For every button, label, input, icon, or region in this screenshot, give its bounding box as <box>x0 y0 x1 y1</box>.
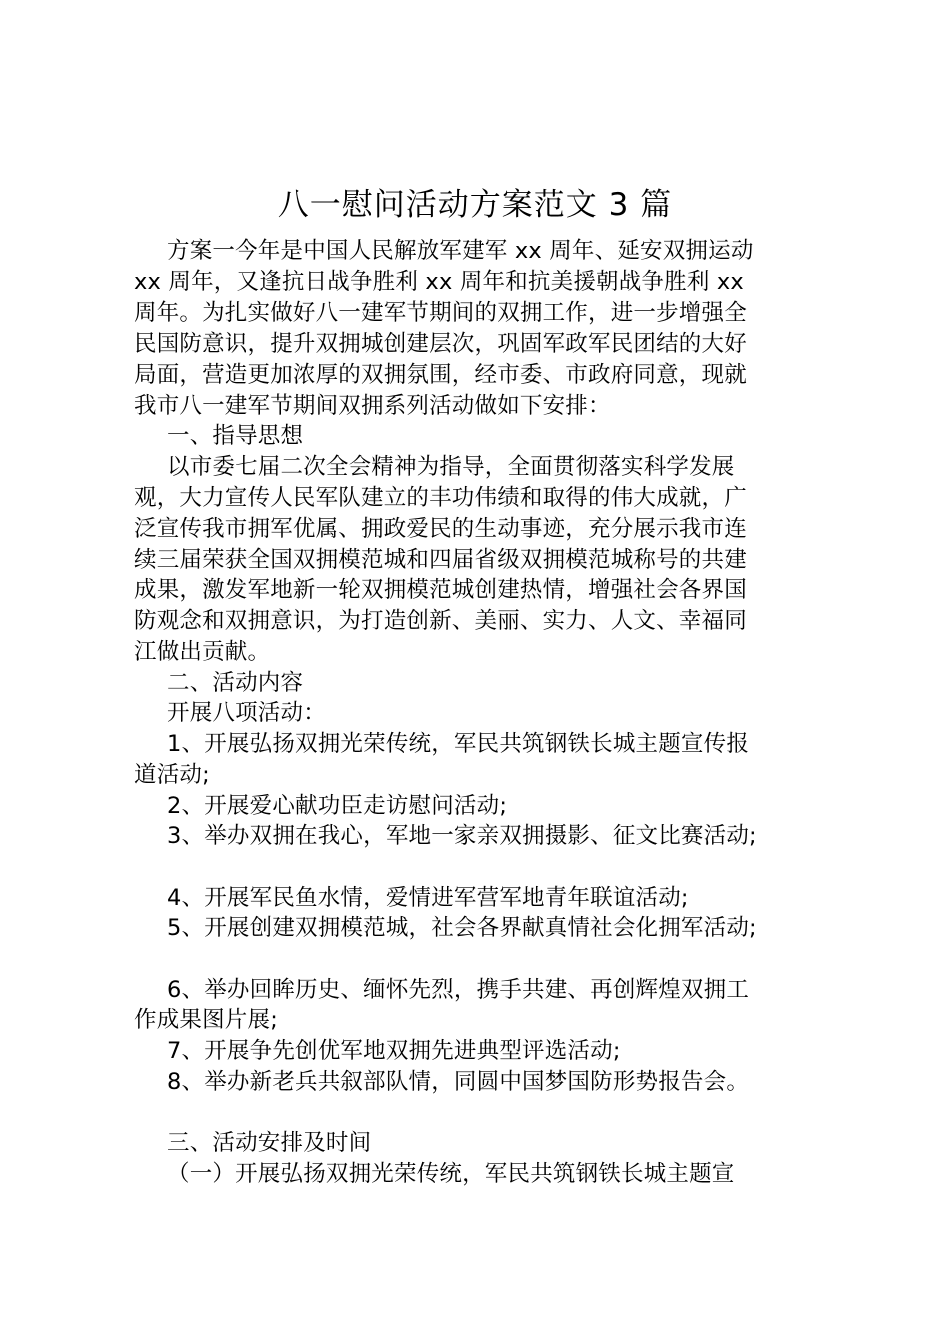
paragraph-line: 防观念和双拥意识，为打造创新、美丽、实力、人文、幸福同 <box>134 608 747 634</box>
list-item: 8、举办新老兵共叙部队情，同圆中国梦国防形势报告会。 <box>167 1069 750 1095</box>
paragraph-line: 我市八一建军节期间双拥系列活动做如下安排： <box>134 393 611 419</box>
paragraph-line: 续三届荣获全国双拥模范城和四届省级双拥模范城称号的共建 <box>134 547 747 573</box>
paragraph-line: 方案一今年是中国人民解放军建军 xx 周年、延安双拥运动 <box>167 238 754 264</box>
list-item-continuation: 道活动; <box>134 762 210 788</box>
paragraph-line: 局面，营造更加浓厚的双拥氛围，经市委、市政府同意，现就 <box>134 362 747 388</box>
section-heading: 一、指导思想 <box>167 423 304 449</box>
paragraph-line: 周年。为扎实做好八一建军节期间的双拥工作，进一步增强全 <box>134 300 747 326</box>
list-item-continuation: 作成果图片展; <box>134 1007 278 1033</box>
paragraph-line: 开展八项活动： <box>167 700 326 726</box>
paragraph-line: xx 周年，又逢抗日战争胜利 xx 周年和抗美援朝战争胜利 xx <box>134 269 744 295</box>
paragraph-line: 泛宣传我市拥军优属、拥政爱民的生动事迹，充分展示我市连 <box>134 516 747 542</box>
subsection-heading: （一）开展弘扬双拥光荣传统，军民共筑钢铁长城主题宣 <box>167 1161 735 1187</box>
list-item: 2、开展爱心献功臣走访慰问活动; <box>167 793 508 819</box>
list-item: 1、开展弘扬双拥光荣传统，军民共筑钢铁长城主题宣传报 <box>167 731 750 757</box>
list-item: 3、举办双拥在我心，军地一家亲双拥摄影、征文比赛活动; <box>167 823 757 849</box>
list-item: 4、开展军民鱼水情，爱情进军营军地青年联谊活动; <box>167 885 689 911</box>
paragraph-line: 以市委七届二次全会精神为指导，全面贯彻落实科学发展 <box>167 454 735 480</box>
document-title: 八一慰问活动方案范文 3 篇 <box>277 187 673 223</box>
list-item: 6、举办回眸历史、缅怀先烈，携手共建、再创辉煌双拥工 <box>167 977 750 1003</box>
section-heading: 二、活动内容 <box>167 670 304 696</box>
paragraph-line: 江做出贡献。 <box>134 639 271 665</box>
section-heading: 三、活动安排及时间 <box>167 1130 372 1156</box>
list-item: 7、开展争先创优军地双拥先进典型评选活动; <box>167 1038 621 1064</box>
list-item: 5、开展创建双拥模范城，社会各界献真情社会化拥军活动; <box>167 915 757 941</box>
paragraph-line: 观，大力宣传人民军队建立的丰功伟绩和取得的伟大成就，广 <box>134 485 747 511</box>
paragraph-line: 民国防意识，提升双拥城创建层次，巩固军政军民团结的大好 <box>134 331 747 357</box>
paragraph-line: 成果，激发军地新一轮双拥模范城创建热情，增强社会各界国 <box>134 577 747 603</box>
